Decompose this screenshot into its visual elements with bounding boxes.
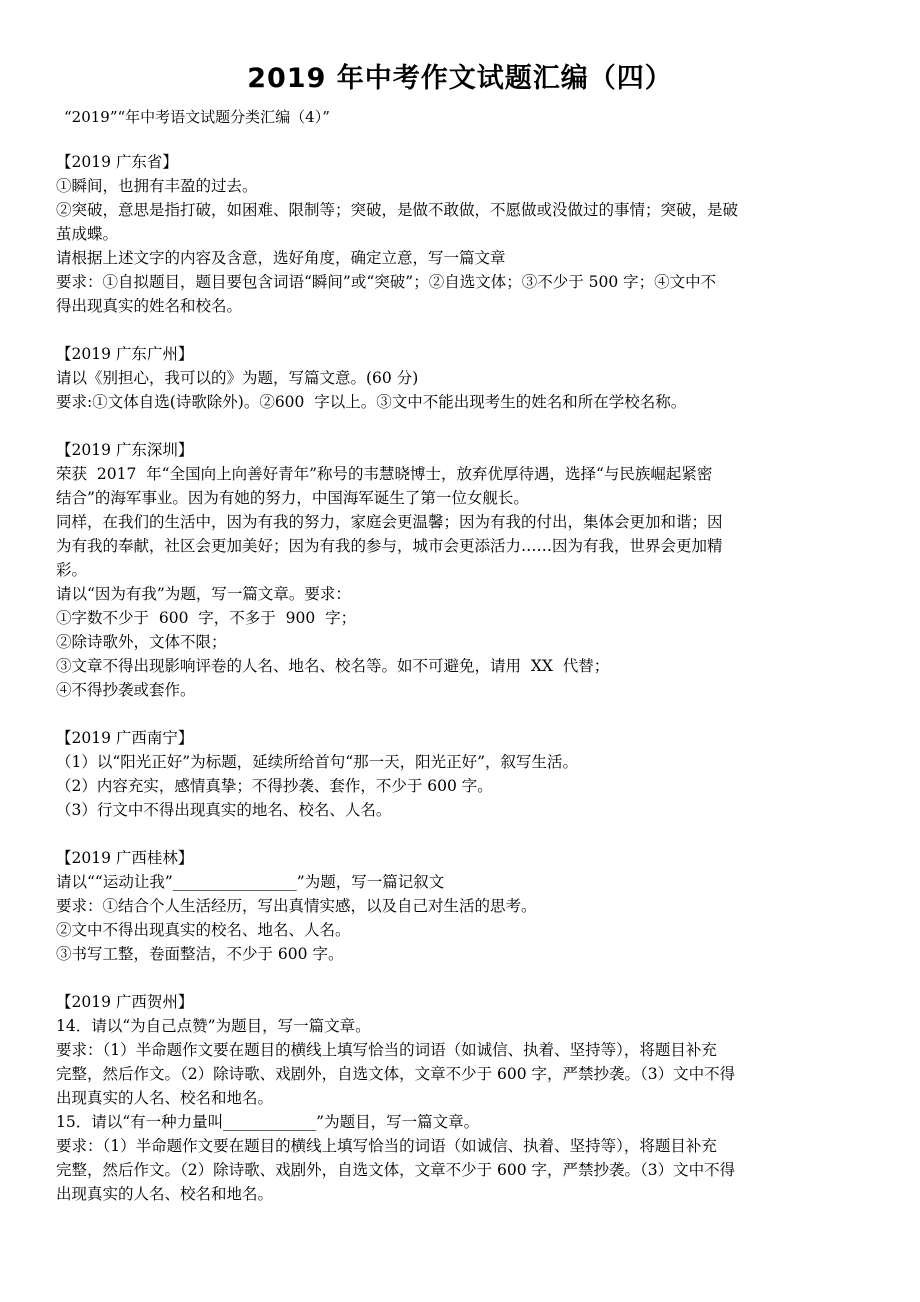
section-line: 请以《别担心，我可以的》为题，写篇文意。(60 分) xyxy=(56,369,419,387)
section-line: ②突破，意思是指打破，如困难、限制等；突破，是做不敢做，不愿做或没做过的事情；突破，是破 xyxy=(56,201,739,219)
section-line: 为有我的奉献，社区会更加美好；因为有我的参与，城市会更添活力……因为有我，世界会更加精 xyxy=(56,537,723,555)
section-line: 要求：①结合个人生活经历，写出真情实感，以及自己对生活的思考。 xyxy=(56,897,537,915)
document-body xyxy=(56,150,866,1230)
section-line: 要求：①自拟题目，题目要包含词语“瞬间”或“突破”；②自选文体；③不少于 500 字；④文中不 xyxy=(56,273,717,291)
section-heading: 【2019 广东深圳】 xyxy=(56,441,194,459)
section-line: ②文中不得出现真实的校名、地名、人名。 xyxy=(56,921,351,939)
document-subtitle: “2019”“年中考语文试题分类汇编（4）” xyxy=(64,108,330,126)
section-heading: 【2019 广西贺州】 xyxy=(56,993,194,1011)
section-line: 彩。 xyxy=(56,561,88,579)
section-line: 请以“因为有我”为题，写一篇文章。要求： xyxy=(56,585,351,603)
document-title: 2019 年中考作文试题汇编（四） xyxy=(247,63,673,94)
section-line: 出现真实的人名、校名和地名。 xyxy=(56,1185,274,1203)
section-heading: 【2019 广东广州】 xyxy=(56,345,194,363)
section-line: 得出现真实的姓名和校名。 xyxy=(56,297,243,315)
section-line: ③文章不得出现影响评卷的人名、地名、校名等。如不可避免，请用 XX 代替； xyxy=(56,657,610,675)
section-heading: 【2019 广东省】 xyxy=(56,153,178,171)
section-line: （3）行文中不得出现真实的地名、校名、人名。 xyxy=(56,801,392,819)
section-line: ①瞬间，也拥有丰盈的过去。 xyxy=(56,177,258,195)
section-line: （2）内容充实，感情真挚；不得抄袭、套作，不少于 600 字。 xyxy=(56,777,493,795)
section-heading: 【2019 广西桂林】 xyxy=(56,849,194,867)
section-line: 茧成蝶。 xyxy=(56,225,119,243)
exam-section xyxy=(56,726,866,822)
section-line: 要求：（1）半命题作文要在题目的横线上填写恰当的词语（如诚信、执着、坚持等），将题目补充 xyxy=(56,1041,717,1059)
section-line: 15．请以“有一种力量叫____________”为题目，写一篇文章。 xyxy=(56,1113,480,1131)
section-line: ①字数不少于 600 字，不多于 900 字； xyxy=(56,609,357,627)
section-line: 结合”的海军事业。因为有她的努力，中国海军诞生了第一位女舰长。 xyxy=(56,489,529,507)
section-line: 请根据上述文字的内容及含意，选好角度，确定立意，写一篇文章 xyxy=(56,249,506,267)
exam-section xyxy=(56,990,866,1206)
section-line: 要求：（1）半命题作文要在题目的横线上填写恰当的词语（如诚信、执着、坚持等），将题目补充 xyxy=(56,1137,717,1155)
section-line: 荣获 2017 年“全国向上向善好青年”称号的韦慧晓博士，放弃优厚待遇，选择“与民族崛起紧密 xyxy=(56,465,713,483)
section-line: 14．请以“为自己点赞”为题目，写一篇文章。 xyxy=(56,1017,371,1035)
section-line: 完整，然后作文。（2）除诗歌、戏剧外，自选文体，文章不少于 600 字，严禁抄袭。（3）文中不得 xyxy=(56,1161,736,1179)
section-line: 出现真实的人名、校名和地名。 xyxy=(56,1089,274,1107)
section-line: ②除诗歌外，文体不限； xyxy=(56,633,227,651)
section-line: ③书写工整，卷面整洁，不少于 600 字。 xyxy=(56,945,344,963)
exam-section xyxy=(56,150,866,318)
exam-section xyxy=(56,342,866,414)
section-heading: 【2019 广西南宁】 xyxy=(56,729,194,747)
section-line: （1）以“阳光正好”为标题，延续所给首句“那一天，阳光正好”，叙写生活。 xyxy=(56,753,579,771)
exam-section xyxy=(56,846,866,966)
section-line: ④不得抄袭或套作。 xyxy=(56,681,196,699)
section-line: 请以““运动让我”________________”为题，写一篇记叙文 xyxy=(56,873,445,891)
section-line: 完整，然后作文。（2）除诗歌、戏剧外，自选文体，文章不少于 600 字，严禁抄袭。（3）文中不得 xyxy=(56,1065,736,1083)
exam-section xyxy=(56,438,866,702)
section-line: 同样，在我们的生活中，因为有我的努力，家庭会更温馨；因为有我的付出，集体会更加和谐；因 xyxy=(56,513,723,531)
section-line: 要求:①文体自选(诗歌除外)。②600 字以上。③文中不能出现考生的姓名和所在学校名称。 xyxy=(56,393,687,411)
